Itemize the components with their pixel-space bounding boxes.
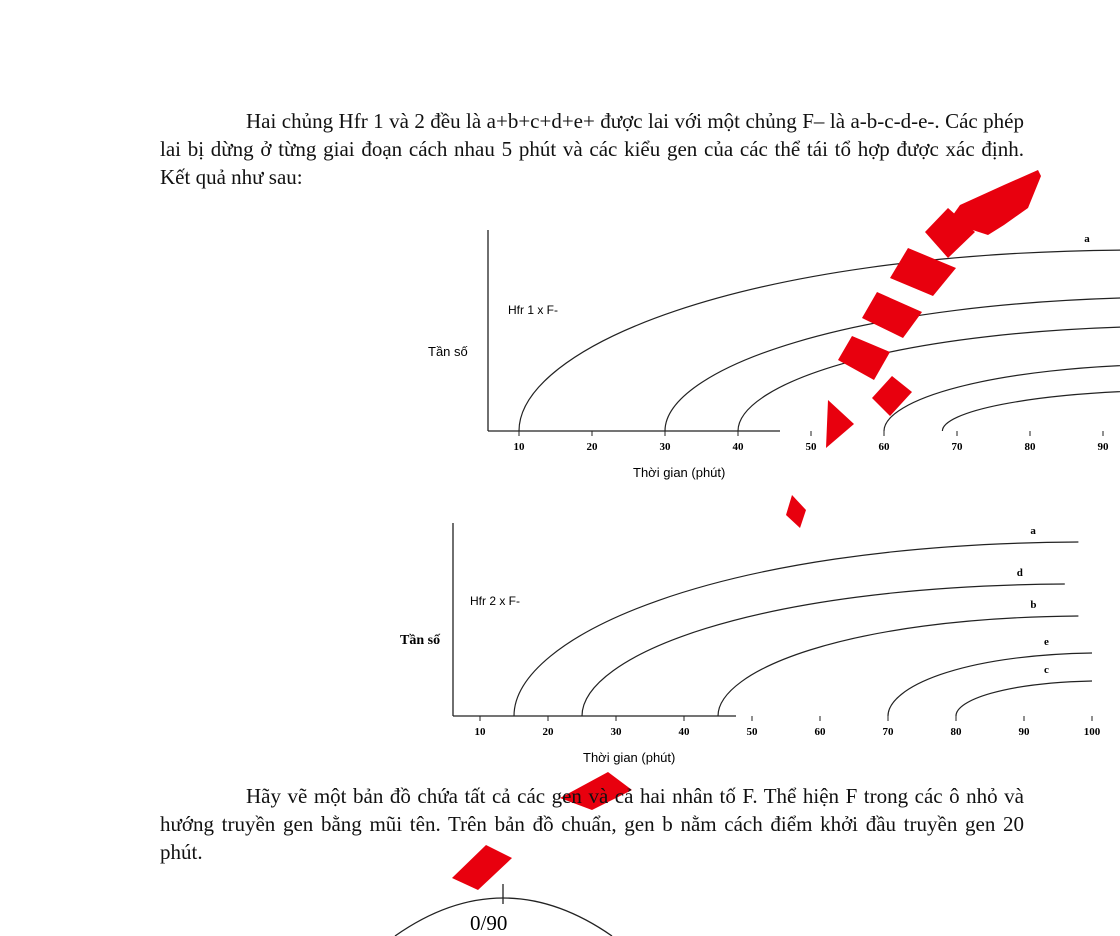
x-tick-label: 60 [878, 441, 890, 453]
curve-e [884, 364, 1120, 431]
chart-hfr2 [400, 523, 1101, 765]
curve-label-e: e [1044, 636, 1049, 648]
x-tick-label: 90 [1018, 726, 1030, 738]
watermark-fragment [862, 292, 922, 338]
x-tick-label: 70 [951, 441, 963, 453]
y-axis-label: Tần số [428, 344, 468, 359]
x-ticks [475, 716, 1101, 738]
x-tick-label: 20 [542, 726, 554, 738]
x-tick-label: 20 [586, 441, 598, 453]
curves [514, 525, 1092, 716]
x-tick-label: 40 [732, 441, 744, 453]
watermark-fragment [786, 495, 806, 528]
intro-paragraph: Hai chủng Hfr 1 và 2 đều là a+b+c+d+e+ được lai với một chủng F– là a-b-c-d-e-. Các phép lai bị dừng ở từng giai đoạn cách nhau 5 phút và các kiểu gen của các thể tái tổ hợp được xác định. Kết quả như sau: [160, 109, 1024, 189]
curve-label-a: a [1030, 525, 1036, 537]
x-tick-label: 60 [814, 726, 826, 738]
curve-label-a: a [1084, 233, 1090, 245]
curve-a [514, 542, 1078, 716]
curve-a [519, 250, 1120, 431]
chart-title: Hfr 2 x F- [470, 594, 520, 608]
curves [519, 233, 1120, 431]
x-tick-label: 80 [950, 726, 962, 738]
curve-label-c: c [1044, 664, 1049, 676]
x-tick-label: 10 [474, 726, 486, 738]
curve-c [942, 390, 1120, 431]
curve-b [718, 616, 1078, 716]
x-tick-label: 90 [1097, 441, 1109, 453]
x-tick-label: 100 [1083, 726, 1101, 738]
map-origin-label: 0/90 [470, 911, 508, 935]
x-tick-label: 40 [678, 726, 690, 738]
x-tick-label: 50 [805, 441, 817, 453]
watermark-fragment [838, 336, 890, 380]
curve-label-b: b [1030, 599, 1037, 611]
x-tick-label: 10 [513, 441, 525, 453]
chart-title: Hfr 1 x F- [508, 303, 558, 317]
curve-label-d: d [1016, 567, 1023, 579]
x-tick-label: 30 [610, 726, 622, 738]
x-axis-label: Thời gian (phút) [633, 465, 726, 480]
x-tick-label: 50 [746, 726, 758, 738]
watermark-fragment [872, 376, 912, 416]
x-ticks [514, 431, 1120, 453]
question-paragraph: Hãy vẽ một bản đồ chứa tất cả các gen và cả hai nhân tố F. Thể hiện F trong các ô nhỏ và hướng truyền gen bằng mũi tên. Trên bản đồ chuẩn, gen b nằm cách điểm khởi đầu truyền gen 20 phút. [160, 784, 1024, 864]
x-tick-label: 30 [659, 441, 671, 453]
x-tick-label: 70 [882, 726, 894, 738]
watermark-fragment [826, 400, 854, 448]
chromosome-map [395, 884, 612, 936]
y-axis-label: Tần số [400, 633, 441, 648]
chart-hfr1 [428, 230, 1120, 480]
curve-d [582, 584, 1065, 716]
curve-e [888, 653, 1092, 716]
x-tick-label: 80 [1024, 441, 1036, 453]
curve-c [956, 681, 1092, 716]
x-axis-label: Thời gian (phút) [583, 750, 676, 765]
